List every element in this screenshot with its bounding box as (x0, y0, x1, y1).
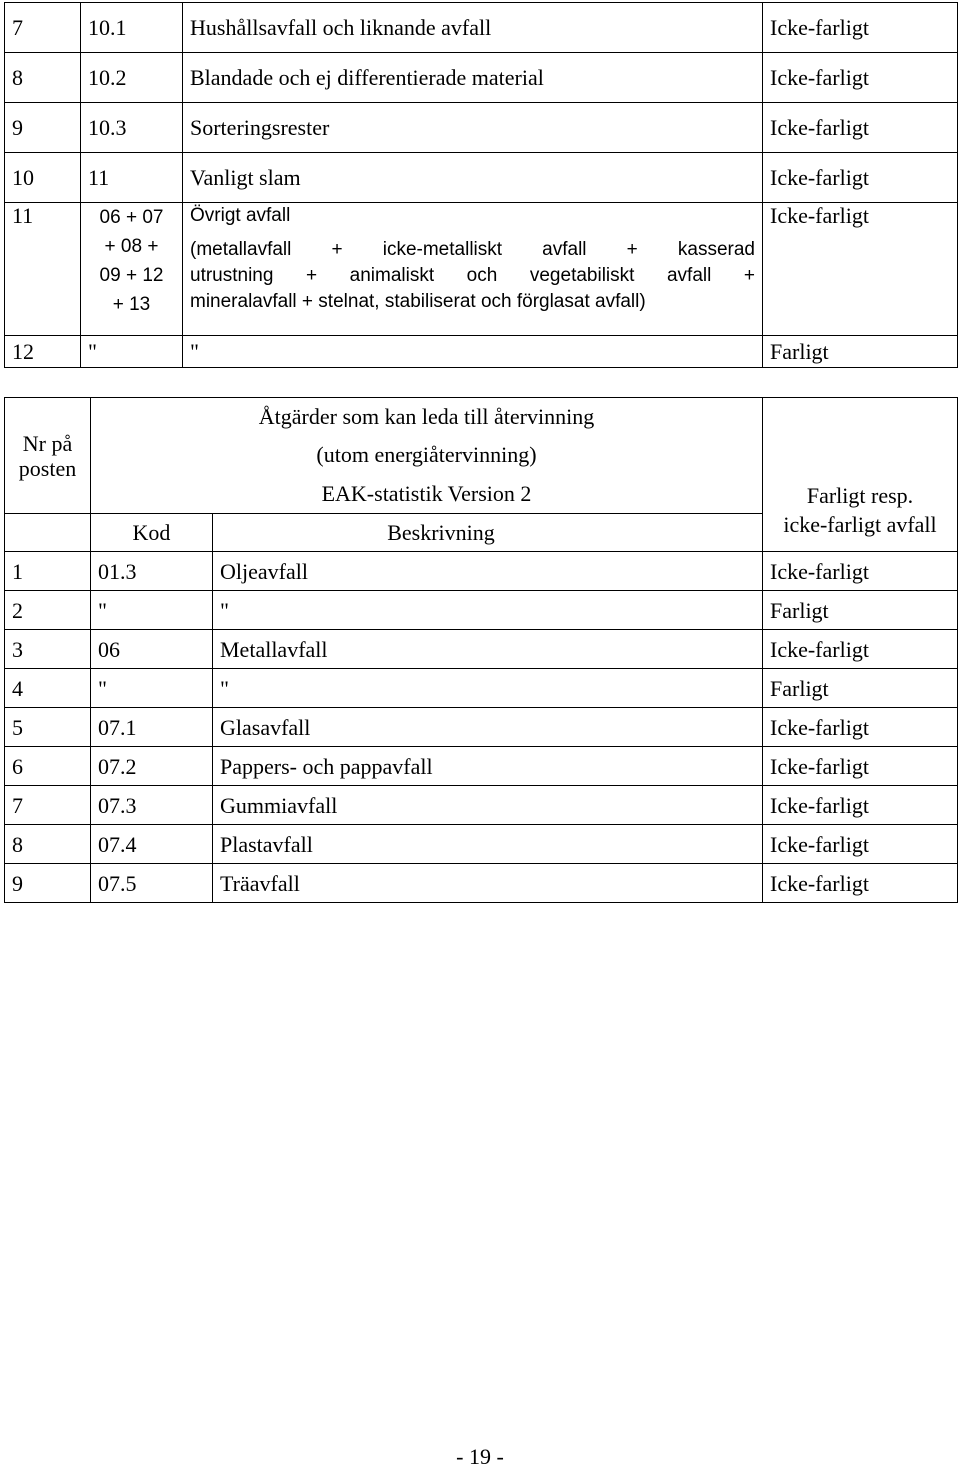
beskrivning-cell: Plastavfall (213, 825, 763, 864)
klass-cell: Icke-farligt (763, 53, 958, 103)
recycling-measures-table (4, 397, 958, 903)
nr-cell: 7 (5, 3, 81, 53)
klass-cell: Icke-farligt (763, 3, 958, 53)
waste-table-continued (4, 2, 958, 368)
nr-cell: 9 (5, 864, 91, 903)
kod-cell: 10.2 (81, 53, 183, 103)
header-title: Åtgärder som kan leda till återvinning (91, 398, 763, 436)
kod-cell: 11 (81, 153, 183, 203)
kod-cell: " (81, 336, 183, 368)
klass-header-line: icke-farligt avfall (783, 512, 937, 537)
klass-cell: Icke-farligt (763, 747, 958, 786)
kod-cell: 06 (91, 630, 213, 669)
kod-line: 09 + 12 (99, 265, 164, 286)
beskrivning-cell: Vanligt slam (183, 153, 763, 203)
kod-cell: 10.1 (81, 3, 183, 53)
header-subtitle: (utom energiåtervinning) (91, 436, 763, 474)
kod-cell: 10.3 (81, 103, 183, 153)
page-number: - 19 - (456, 1444, 504, 1469)
nr-cell: 7 (5, 786, 91, 825)
kod-cell: 07.3 (91, 786, 213, 825)
kod-header: Kod (91, 514, 213, 552)
beskrivning-cell: Metallavfall (213, 630, 763, 669)
table-row (5, 825, 958, 864)
nr-cell: 4 (5, 669, 91, 708)
beskrivning-header: Beskrivning (213, 514, 763, 552)
nr-cell: 1 (5, 552, 91, 591)
kod-line: 06 + 07 (99, 207, 164, 228)
table-row (5, 747, 958, 786)
kod-cell: 07.5 (91, 864, 213, 903)
nr-header-line: posten (18, 455, 77, 481)
nr-cell: 8 (5, 53, 81, 103)
beskrivning-cell: Oljeavfall (213, 552, 763, 591)
beskrivning-sub-line: (metallavfall + icke-metalliskt avfall + kasserad (190, 239, 755, 260)
beskrivning-main: Övrigt avfall (190, 205, 291, 226)
beskrivning-cell: Pappers- och pappavfall (213, 747, 763, 786)
beskrivning-cell: Blandade och ej differentierade material (183, 53, 763, 103)
klass-cell: Icke-farligt (763, 103, 958, 153)
nr-cell: 12 (5, 336, 81, 368)
table-row (5, 336, 958, 368)
klass-cell: Icke-farligt (763, 552, 958, 591)
nr-cell: 3 (5, 630, 91, 669)
beskrivning-sub-line: mineralavfall + stelnat, stabiliserat och förglasat avfall) (190, 291, 646, 312)
kod-cell: 07.4 (91, 825, 213, 864)
klass-cell: Farligt (763, 669, 958, 708)
klass-cell: Icke-farligt (763, 864, 958, 903)
header-row (5, 398, 958, 436)
klass-cell: Icke-farligt (763, 630, 958, 669)
table-row (5, 103, 958, 153)
kod-cell: " (91, 591, 213, 630)
table-row (5, 53, 958, 103)
beskrivning-cell: " (213, 669, 763, 708)
table-row (5, 630, 958, 669)
klass-cell: Icke-farligt (763, 153, 958, 203)
kod-line: + 08 + (104, 236, 159, 257)
table-row (5, 786, 958, 825)
klass-cell: Icke-farligt (763, 203, 958, 336)
table-row (5, 864, 958, 903)
beskrivning-cell: Träavfall (213, 864, 763, 903)
beskrivning-cell: Sorteringsrester (183, 103, 763, 153)
nr-cell: 9 (5, 103, 81, 153)
beskrivning-sub-line: utrustning + animaliskt och vegetabiliskt avfall + (190, 265, 755, 286)
table-row (5, 552, 958, 591)
nr-cell: 10 (5, 153, 81, 203)
eak-header: EAK-statistik Version 2 (91, 474, 763, 514)
beskrivning-cell: " (183, 336, 763, 368)
klass-cell: Icke-farligt (763, 786, 958, 825)
kod-cell: " (91, 669, 213, 708)
nr-cell: 8 (5, 825, 91, 864)
table-row (5, 708, 958, 747)
kod-cell: 07.1 (91, 708, 213, 747)
klass-cell: Farligt (763, 591, 958, 630)
kod-line: + 13 (112, 294, 151, 315)
beskrivning-cell: Hushållsavfall och liknande avfall (183, 3, 763, 53)
table-row (5, 203, 958, 336)
beskrivning-cell: Gummiavfall (213, 786, 763, 825)
beskrivning-cell (183, 203, 763, 336)
nr-cell: 5 (5, 708, 91, 747)
table-row (5, 669, 958, 708)
nr-header-line: Nr på (22, 430, 73, 456)
nr-header (5, 398, 91, 514)
beskrivning-cell: Glasavfall (213, 708, 763, 747)
klass-cell: Farligt (763, 336, 958, 368)
nr-header-bottom (5, 514, 91, 552)
klass-cell: Icke-farligt (763, 825, 958, 864)
nr-cell: 2 (5, 591, 91, 630)
table-row (5, 153, 958, 203)
klass-cell: Icke-farligt (763, 708, 958, 747)
klass-header-line: Farligt resp. (806, 483, 914, 508)
kod-cell: 01.3 (91, 552, 213, 591)
table-row (5, 3, 958, 53)
nr-cell: 11 (5, 203, 81, 336)
kod-cell: 07.2 (91, 747, 213, 786)
beskrivning-cell: " (213, 591, 763, 630)
nr-cell: 6 (5, 747, 91, 786)
kod-cell (81, 203, 183, 336)
klass-header-label (764, 481, 956, 539)
table-row (5, 591, 958, 630)
